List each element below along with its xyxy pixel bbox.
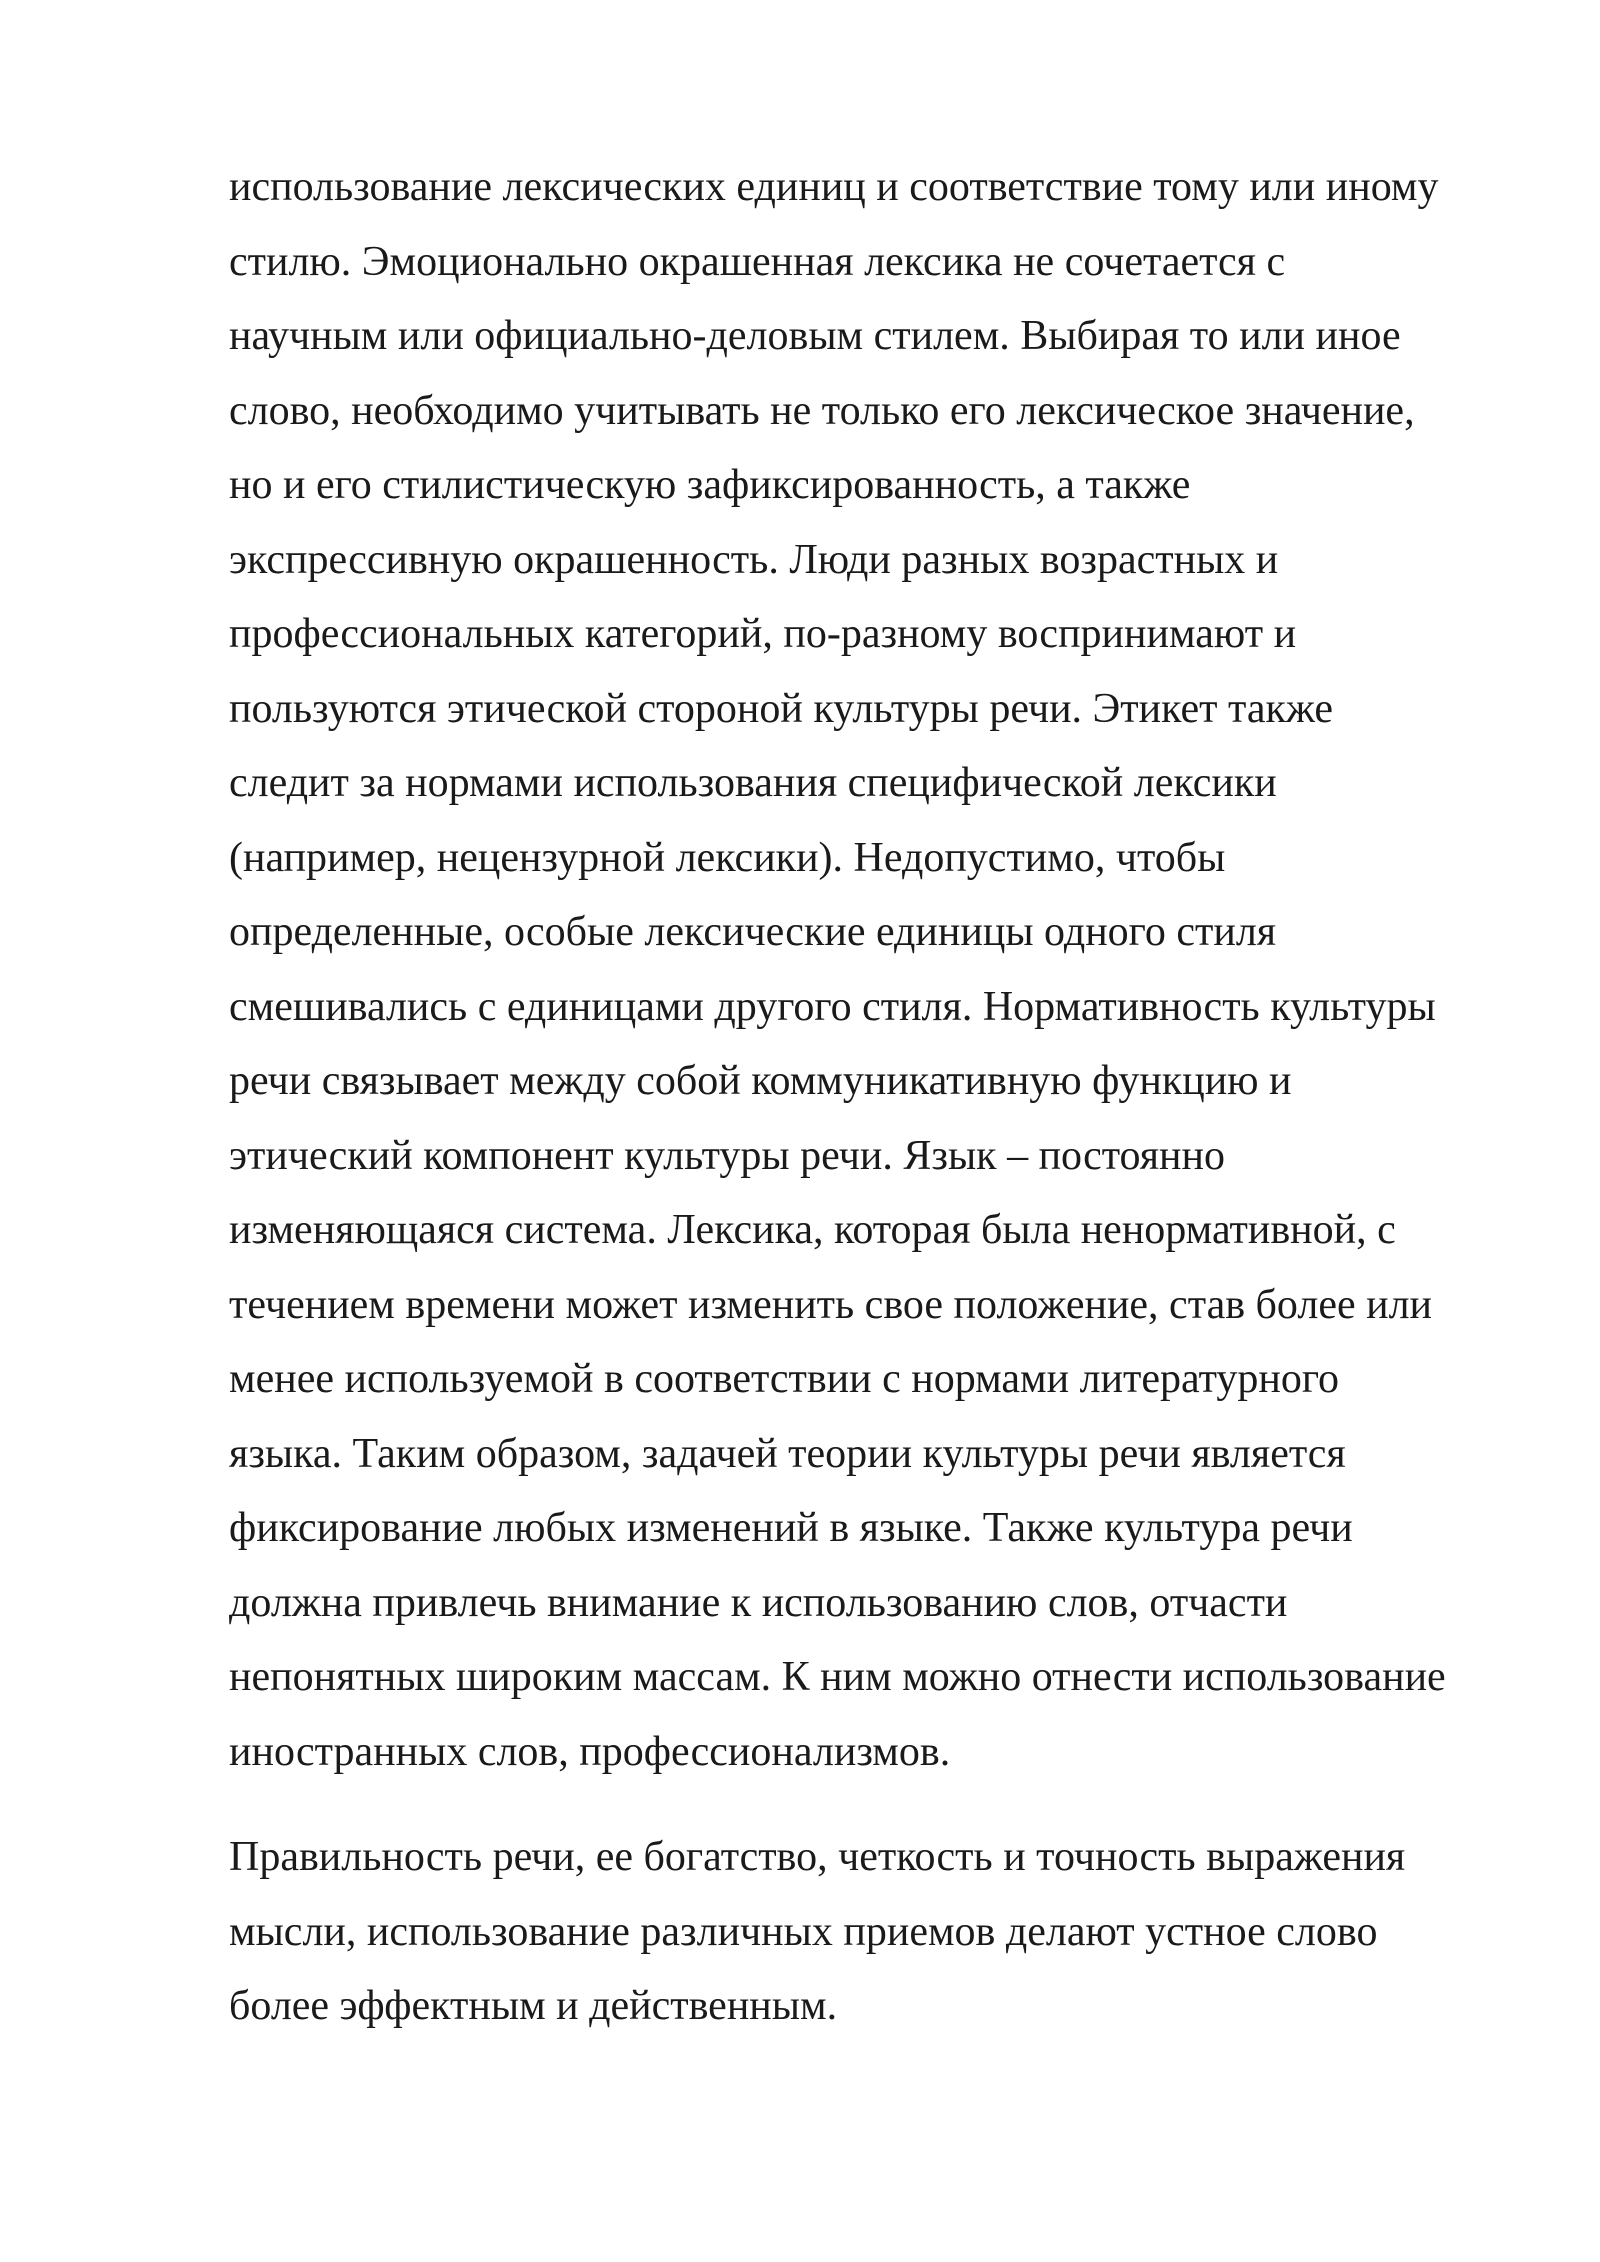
text-line: мысли, использование различных приемов делают устное слово <box>229 1908 1378 1955</box>
text-line: речи связывает между собой коммуникативную функцию и <box>229 1058 1292 1104</box>
text-line: научным или официально-деловым стилем. Выбирая то или иное <box>229 313 1401 359</box>
text-line: должна привлечь внимание к использованию слов, отчасти <box>229 1579 1288 1626</box>
text-line: более эффектным и действенным. <box>229 1983 838 2029</box>
text-line: профессиональных категорий, по-разному воспринимают и <box>229 611 1297 657</box>
text-line: смешивались с единицами другого стиля. Нормативность культуры <box>229 983 1436 1030</box>
text-line: течением времени может изменить свое положение, став более или <box>229 1281 1433 1328</box>
text-line: экспрессивную окрашенность. Люди разных возрастных и <box>229 536 1279 583</box>
text-line: менее используемой в соответствии с нормами литературного <box>229 1356 1340 1402</box>
text-line: Правильность речи, ее богатство, четкость и точность выражения <box>229 1834 1406 1880</box>
text-line: фиксирование любых изменений в языке. Также культура речи <box>229 1505 1353 1551</box>
paragraph-1 <box>229 150 1519 1789</box>
text-line: иностранных слов, профессионализмов. <box>229 1728 951 1775</box>
text-line: этический компонент культуры речи. Язык – постоянно <box>229 1132 1226 1179</box>
text-line: слово, необходимо учитывать не только его лексическое значение, <box>229 387 1415 434</box>
text-line: (например, нецензурной лексики). Недопустимо, чтобы <box>229 834 1226 881</box>
text-line: использование лексических единиц и соответствие тому или иному <box>229 164 1439 210</box>
text-line: стилю. Эмоционально окрашенная лексика не сочетается с <box>229 238 1286 285</box>
text-line: изменяющаяся система. Лексика, которая была ненормативной, с <box>229 1207 1396 1253</box>
text-line: пользуются этической стороной культуры речи. Этикет также <box>229 685 1333 732</box>
text-line: но и его стилистическую зафиксированность, а также <box>229 462 1191 508</box>
paragraph-2 <box>229 1820 1519 2044</box>
text-line: следит за нормами использования специфической лексики <box>229 760 1277 806</box>
text-line: языка. Таким образом, задачей теории культуры речи является <box>229 1430 1346 1477</box>
text-line: определенные, особые лексические единицы одного стиля <box>229 909 1277 955</box>
text-line: непонятных широким массам. К ним можно отнести использование <box>229 1654 1446 1700</box>
body-text <box>229 150 1519 2044</box>
